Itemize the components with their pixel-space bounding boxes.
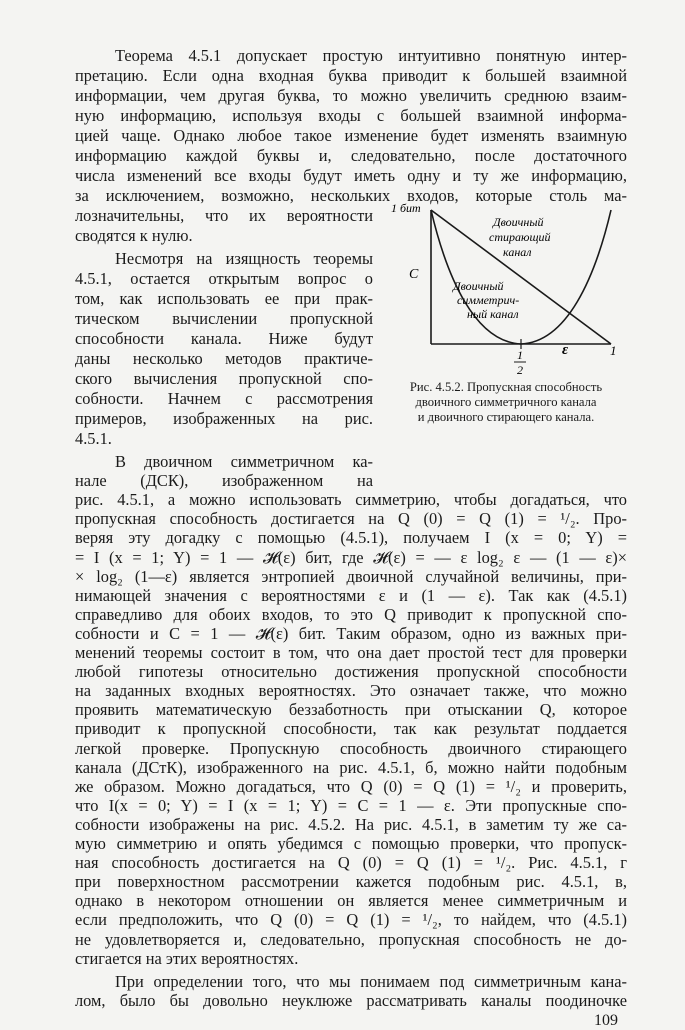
text-line: примеров, изображенных на рис. [75,409,373,428]
text-line: 4.5.1. [75,429,112,448]
text-line: информацию каждой буквы и, следовательно, после достаточного [75,146,627,165]
erasure-label-line: Двоичный [493,215,544,229]
text-line: ского вычисления пропускной спо- [75,369,373,388]
text-line: если предположить, что Q (0) = Q (1) = ¹/₂, то найдем, что (4.5.1) [75,910,627,930]
symmetric-label [452,279,522,321]
x-mid-numerator: 1 [517,348,523,362]
text-line: собности изображены на рис. 4.5.2. На рис. 4.5.1, в заметим ту же са- [75,814,627,834]
erasure-label-line: канал [503,245,532,259]
erasure-label-line: стирающий [489,230,551,244]
text-line: любой гипотезы относительно достижения пропускной способности [75,662,627,682]
symmetric-label-line: симметрич- [457,293,520,307]
caption-line: и двоичного стирающего канала. [417,410,595,424]
text-line: лом, было бы довольно неуклюже рассматривать каналы поодиночке [75,990,627,1010]
text-line: × log₂ (1—ε) является энтропией двоичной случайной величины, при- [75,566,627,586]
text-line: собности. Начнем с рассмотрения [75,389,373,408]
symmetric-label-line: Двоичный [453,279,504,293]
text-line: нале (ДСК), изображенном на [75,471,373,491]
x-mid-denominator: 2 [517,363,523,377]
text-line: что I(x = 0; Y) = I (x = 1; Y) = C = 1 — ε. Эти пропускные спо- [75,795,627,815]
text-line: канала (ДСтК), изображенного на рис. 4.5.1, б, можно найти подобным [75,757,627,777]
text-line: при поверхностном рассмотрении кажется подобным рис. 4.5.1, в, [75,872,627,892]
capacity-figure [385,198,645,378]
x-end-label: 1 [610,343,617,358]
text-line: не удовлетворяется и, следовательно, пропускная способность не до- [75,929,627,949]
text-line: 4.5.1, остается открытым вопрос о [75,269,373,288]
y-axis-label: C [409,267,419,282]
text-line: рис. 4.5.1, а можно использовать симметрию, чтобы догадаться, что [75,490,627,510]
page-number: 109 [594,1011,618,1029]
text-line: стигается на этих вероятностях. [75,948,299,968]
text-line: же образом. Можно догадаться, что Q (0) = Q (1) = ¹/₂ и проверить, [75,776,627,796]
x-axis-label: ε [562,342,569,358]
text-line: = I (x = 1; Y) = 1 — 𝓗(ε) бит, где 𝓗(ε) = — ε log₂ ε — (1 — ε)× [75,547,627,567]
text-line: Несмотря на изящность теоремы [115,249,373,268]
text-line: однако в некотором отношении он является менее симметричным и [75,891,627,911]
erasure-label [489,215,554,259]
text-line: на заданных входных вероятностях. Это означает также, что можно [75,681,627,701]
text-line: мую симметрию и опять убедимся с помощью проверки, что пропуск- [75,834,627,853]
text-line: пропускная способность достигается на Q (0) = Q (1) = ¹/₂. Про- [75,509,627,529]
text-line: нимающей значения с вероятностями ε и (1 — ε). Так как (4.5.1) [75,585,627,605]
text-line: цией чаще. Однако любое такое изменение будет изменять взаимную [75,126,627,145]
caption-line: двоичного симметричного канала [415,395,597,409]
text-line: лозначительны, что их вероятности [75,206,373,225]
text-line: менений теоремы состоит в том, что она дает простой тест для проверки [75,643,627,662]
text-line: Теорема 4.5.1 допускает простую интуитивно понятную интер- [115,46,627,65]
text-line: ную информацию, используя входы с большей взаимной информа- [75,106,627,125]
text-line: ная способность достигается на Q (0) = Q (1) = ¹/₂. Рис. 4.5.1, г [75,853,627,873]
text-line: способности канала. Ниже будут [75,329,373,348]
text-line: легкой проверке. Пропускную способность двоичного стирающего [75,738,627,758]
text-line: При определении того, что мы понимаем под симметричным кана- [115,971,627,991]
text-line: информации, чем другая буква, то можно увеличить среднюю взаим- [75,86,627,105]
caption-line: Рис. 4.5.2. Пропускная способность [409,380,603,394]
text-line: претацию. Если одна входная буква приводит к большей взаимной [75,66,627,85]
text-line: том, как использовать ее при прак- [75,289,373,308]
text-line: сводятся к нулю. [75,226,193,245]
text-line: справедливо для обоих входов, то это Q приводит к пропускной спо- [75,604,627,624]
text-line: тическом вычислении пропускной [75,309,373,328]
text-line: веряя эту догадку с помощью (4.5.1), получаем I (x = 0; Y) = [75,528,627,548]
symmetric-label-line: ный канал [467,307,519,321]
text-line: проявить математическую беззаботность при отыскании Q, которое [75,700,627,720]
text-line: В двоичном симметричном ка- [115,452,373,471]
text-line: числа изменений все входы будут иметь одну и ту же информацию, [75,166,627,185]
y-top-label: 1 бит [391,201,421,215]
text-line: приводит к пропускной способности, так как результат поддается [75,719,627,739]
text-line: даны несколько методов практиче- [75,349,373,368]
text-line: собности и C = 1 — 𝓗(ε) бит. Таким образом, одно из важных при- [75,623,627,643]
text-line: за исключением, возможно, нескольких входов, которые столь ма- [75,186,627,205]
